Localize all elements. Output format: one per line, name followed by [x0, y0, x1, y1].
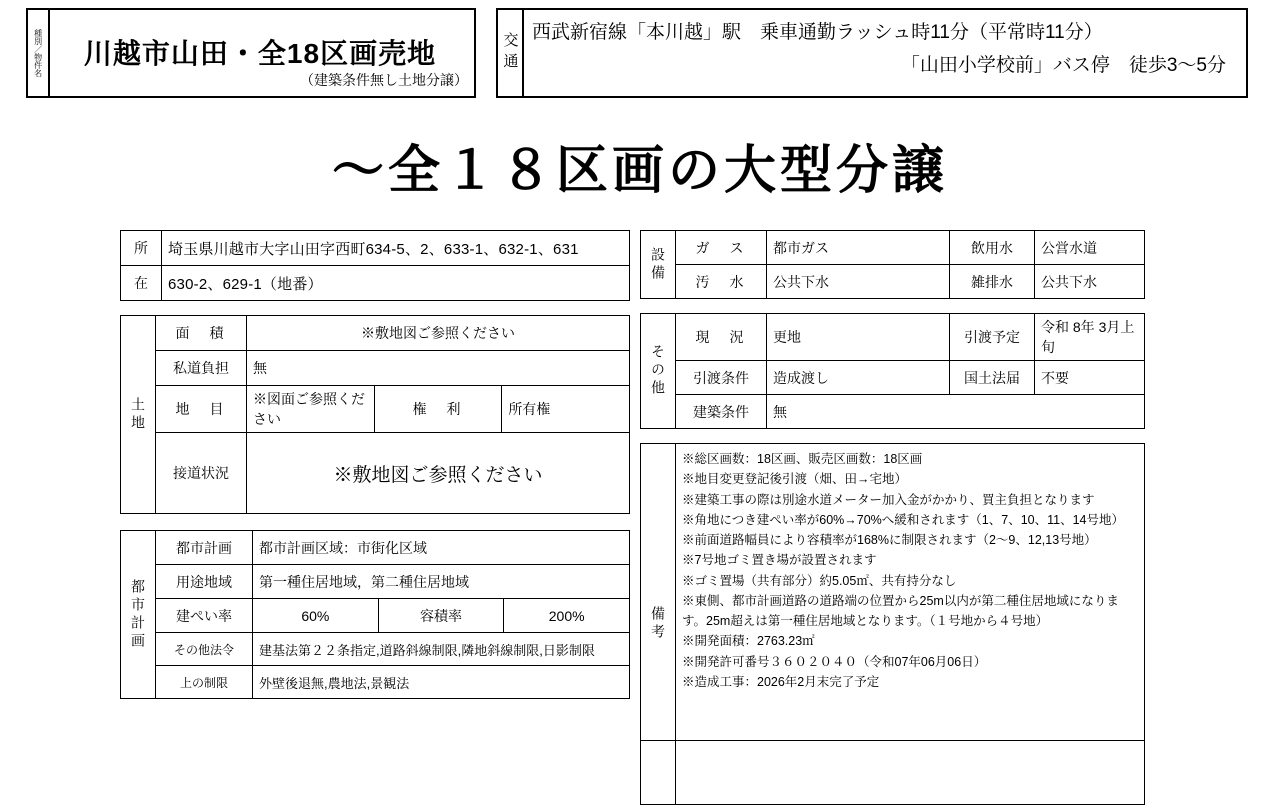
access-block [496, 8, 1248, 98]
area-label: 面 積 [156, 316, 247, 351]
table-row [121, 565, 630, 599]
location-label-2: 在 [121, 266, 162, 301]
table-row [121, 599, 630, 633]
table-row [121, 666, 630, 699]
road-access-value: ※敷地図ご参照ください [247, 433, 630, 514]
table-row [641, 314, 1145, 361]
notes-body [676, 444, 1145, 805]
land-table [120, 315, 630, 514]
city-plan-row-value-0: 都市計画区域：市街化区域 [253, 531, 630, 565]
table-row [641, 444, 1145, 805]
equipment-side-label: 設備 [641, 231, 676, 299]
equipment-table [640, 230, 1145, 299]
limit-value: 外壁後退無,農地法,景観法 [253, 666, 630, 699]
chimoku-label: 地 目 [156, 386, 247, 433]
location-line-2: 630-2、629-1（地番） [162, 266, 630, 301]
building-coverage-value: 60% [253, 599, 379, 633]
table-row [121, 351, 630, 386]
right-label: 権 利 [374, 386, 502, 433]
sewage-value: 公共下水 [767, 265, 950, 299]
land-side-label: 土地 [121, 316, 156, 514]
table-row [121, 231, 630, 266]
table-row [121, 266, 630, 301]
left-column [120, 230, 630, 699]
right-value: 所有権 [502, 386, 630, 433]
table-row [121, 633, 630, 666]
location-table [120, 230, 630, 301]
city-plan-row-label-0: 都市計画 [156, 531, 253, 565]
waste-water-label: 雑排水 [950, 265, 1035, 299]
note-line: ※前面道路幅員により容積率が168%に制限されます（2〜9、12,13号地） [682, 533, 1097, 547]
page-title: 川越市山田・全18区画売地 [83, 38, 437, 69]
location-line-1: 埼玉県川越市大字山田字西町634-5、2、633-1、632-1、631 [162, 231, 630, 266]
kokudo-value: 不要 [1035, 361, 1145, 395]
note-line: ※建築工事の際は別途水道メーター加入金がかかり、買主負担となります [682, 492, 1095, 507]
road-access-label: 接道状況 [156, 433, 247, 514]
building-coverage-label: 建ぺい率 [156, 599, 253, 633]
access-label: 交通 [498, 10, 524, 96]
table-row [121, 316, 630, 351]
city-plan-table [120, 530, 630, 699]
table-row [641, 231, 1145, 265]
other-side-label: その他 [641, 314, 676, 429]
location-label-1: 所 [121, 231, 162, 266]
notes-table [640, 443, 1145, 805]
note-line: ※東側、都市計画道路の道路端の位置から25m以内が第二種住居地域になります。25m超えは第一種住居地域となります。（１号地から４号地） [682, 593, 1119, 628]
notes-side-label: 備考 [641, 444, 676, 805]
drinking-water-value: 公営水道 [1035, 231, 1145, 265]
note-line: ※地目変更登記後引渡（畑、田→宅地） [682, 472, 908, 487]
private-road-value: 無 [247, 351, 630, 386]
type-label: 種別／物件名 [28, 10, 50, 96]
other-table [640, 313, 1145, 429]
other-law-value: 建基法第２２条指定,道路斜線制限,隣地斜線制限,日影制限 [253, 633, 630, 666]
other-law-label: その他法令 [156, 633, 253, 666]
access-line-1: 西武新宿線「本川越」駅 乗車通勤ラッシュ時11分（平常時11分） [532, 22, 1103, 43]
title-block [26, 8, 476, 98]
floor-area-value: 200% [504, 599, 630, 633]
delivery-condition-label: 引渡条件 [676, 361, 767, 395]
table-row [121, 433, 630, 514]
main-heading: 〜全１８区画の大型分譲 [331, 142, 948, 200]
area-value: ※敷地図ご参照ください [247, 316, 630, 351]
page-subtitle: （建築条件無し土地分譲） [300, 72, 468, 88]
right-column [640, 230, 1145, 805]
note-line: ※造成工事：2026年2月末完了予定 [682, 674, 880, 689]
chimoku-value: ※図面ご参照ください [247, 386, 375, 433]
access-line-2: 「山田小学校前」バス停 徒歩3〜5分 [900, 55, 1226, 77]
note-line: ※ゴミ置場（共有部分）約5.05㎡、共有持分なし [682, 573, 957, 588]
bottom-divider [640, 740, 1145, 741]
delivery-condition-value: 造成渡し [767, 361, 950, 395]
sewage-label: 汚 水 [676, 265, 767, 299]
note-line: ※開発面積：2763.23㎡ [682, 634, 815, 649]
city-plan-row-value-1: 第一種住居地域，第二種住居地域 [253, 565, 630, 599]
waste-water-value: 公共下水 [1035, 265, 1145, 299]
delivery-value: 令和 8年 3月上旬 [1035, 314, 1145, 361]
kokudo-label: 国土法届 [950, 361, 1035, 395]
note-line: ※7号地ゴミ置き場が設置されます [682, 553, 877, 568]
table-row [121, 531, 630, 565]
private-road-label: 私道負担 [156, 351, 247, 386]
header-row [26, 8, 1256, 98]
gas-value: 都市ガス [767, 231, 950, 265]
title-inner [50, 10, 474, 96]
limit-label: 上の制限 [156, 666, 253, 699]
city-plan-row-label-1: 用途地域 [156, 565, 253, 599]
build-condition-label: 建築条件 [676, 395, 767, 429]
table-row [641, 395, 1145, 429]
city-plan-side-label: 都市計画 [121, 531, 156, 699]
drinking-water-label: 飲用水 [950, 231, 1035, 265]
status-value: 更地 [767, 314, 950, 361]
access-lines [524, 10, 1246, 96]
note-line: ※開発許可番号３６０２０４０（令和07年06月06日） [682, 654, 987, 669]
floor-area-label: 容積率 [378, 599, 504, 633]
table-row [641, 361, 1145, 395]
table-row [121, 386, 630, 433]
delivery-label: 引渡予定 [950, 314, 1035, 361]
note-line: ※角地につき建ぺい率が60%→70%へ緩和されます（1、7、10、11、14号地） [682, 512, 1124, 527]
status-label: 現 況 [676, 314, 767, 361]
gas-label: ガ ス [676, 231, 767, 265]
note-line: ※総区画数：18区画、販売区画数：18区画 [682, 452, 923, 466]
table-row [641, 265, 1145, 299]
build-condition-value: 無 [767, 395, 1145, 429]
